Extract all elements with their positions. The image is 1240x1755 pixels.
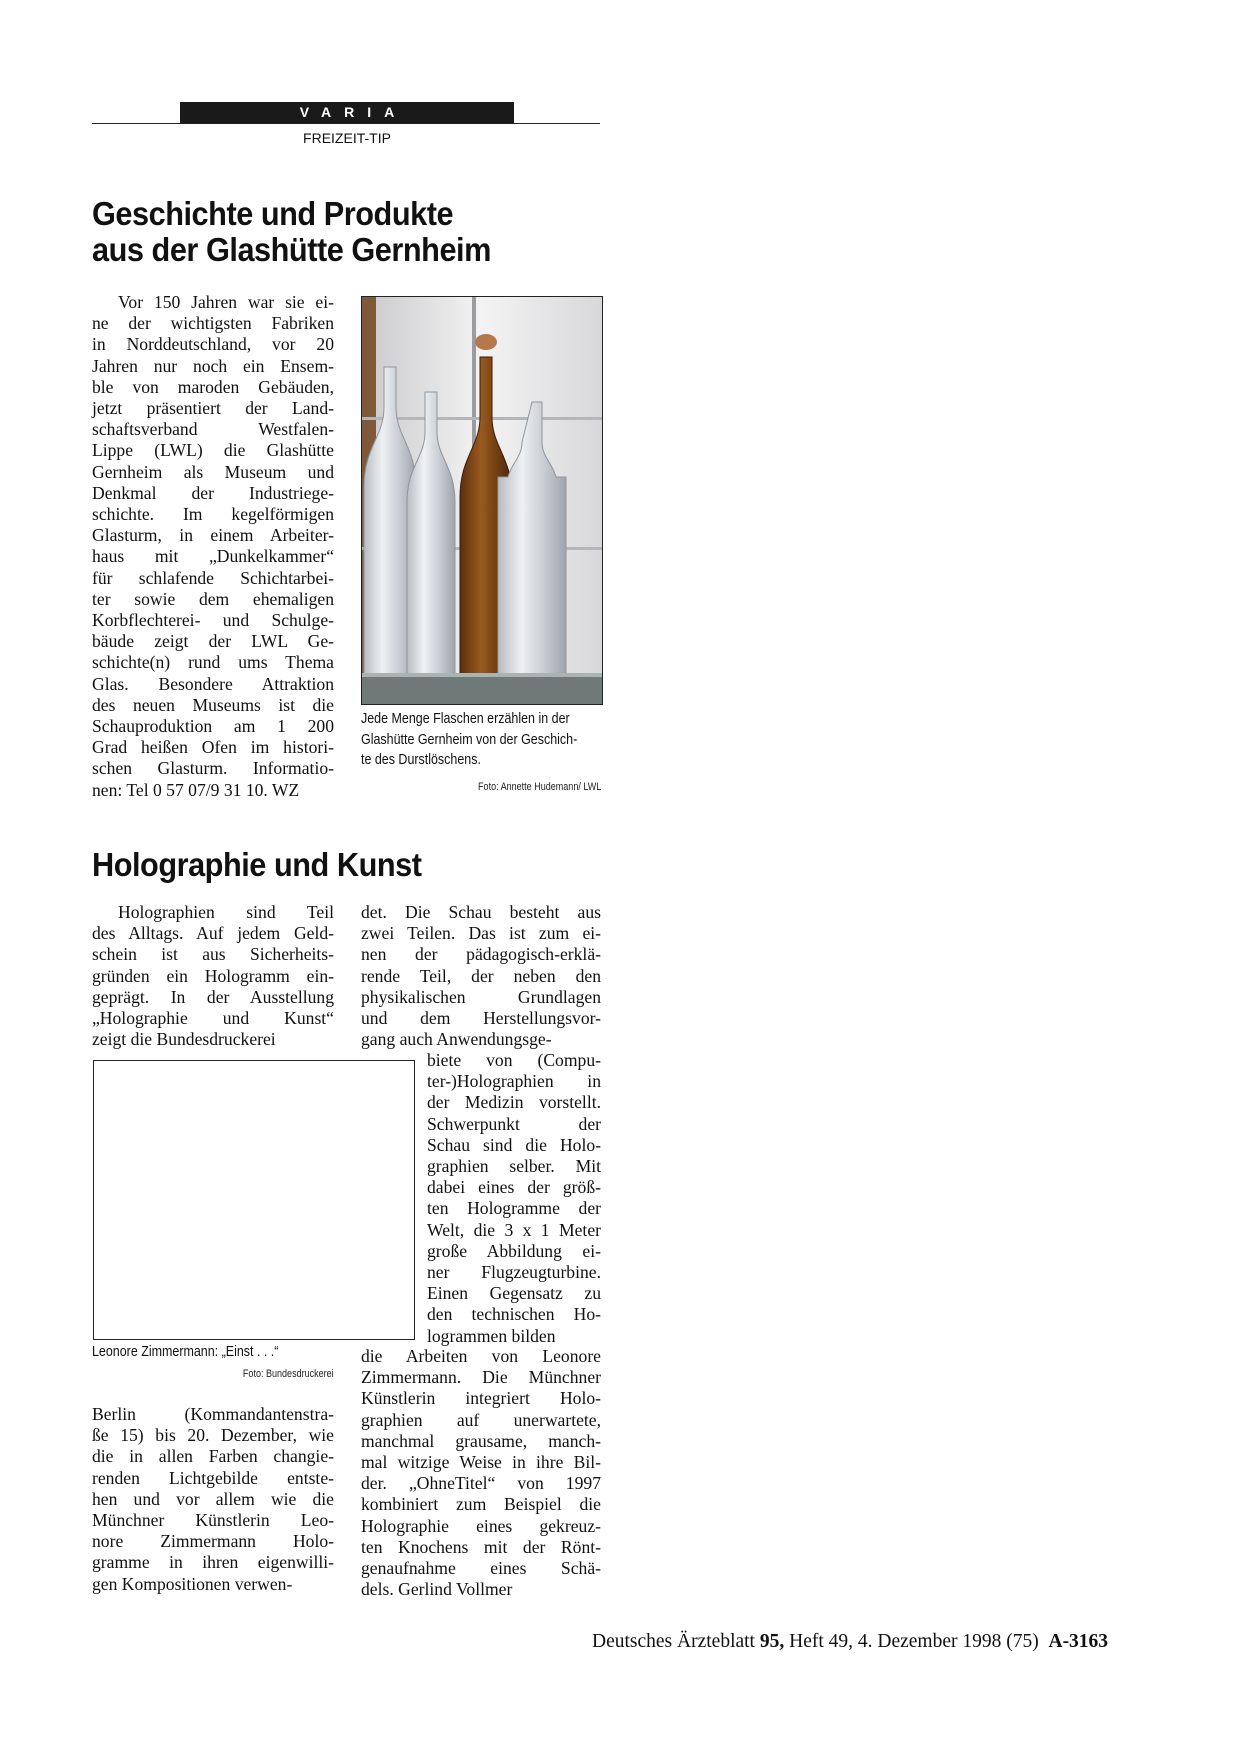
text-line: Denkmal der Industriege-	[92, 482, 334, 503]
text-line: den technischen Ho-	[427, 1304, 601, 1325]
article1-caption-line: Glashütte Gernheim von der Geschich-	[361, 731, 578, 748]
text-line: det. Die Schau besteht aus	[361, 902, 601, 922]
text-line: Schau sind die Holo-	[427, 1134, 601, 1155]
artwork-image-placeholder	[93, 1060, 415, 1340]
text-line: schen Glasturm. Informatio-	[92, 758, 334, 779]
text-line: gramme in ihren eigenwilli-	[92, 1552, 334, 1573]
text-line: nen: Tel 0 57 07/9 31 10. WZ	[92, 779, 300, 800]
text-line: jetzt präsentiert der Land-	[92, 398, 334, 419]
text-line: schein ist aus Sicherheits-	[92, 944, 334, 965]
text-line: physikalischen Grundlagen	[361, 986, 601, 1007]
bottles-photo	[361, 296, 603, 705]
text-line: zwei Teilen. Das ist zum ei-	[361, 923, 601, 944]
text-line: Glasturm, in einem Arbeiter-	[92, 525, 334, 546]
text-line: hen und vor allem wie die	[92, 1488, 334, 1509]
text-line: ble von maroden Gebäuden,	[92, 376, 334, 397]
text-line: dabei eines der größ-	[427, 1177, 601, 1198]
article2-photo-credit: Foto: Bundesdruckerei	[243, 1368, 334, 1380]
text-line: „Holographie und Kunst“	[92, 1008, 334, 1029]
text-line: der. „OhneTitel“ von 1997	[361, 1473, 601, 1494]
journal-name: Deutsches Ärzteblatt	[592, 1631, 755, 1652]
article1-body	[92, 292, 334, 801]
section-label: VARIA	[299, 104, 408, 120]
text-line: Grad heißen Ofen im histori-	[92, 737, 334, 758]
article1-headline	[92, 196, 576, 268]
text-line: geprägt. In der Ausstellung	[92, 986, 334, 1007]
text-line: gründen ein Hologramm ein-	[92, 965, 334, 986]
article1-photo-credit: Foto: Annette Hudemann/ LWL	[477, 781, 601, 793]
text-line: in Norddeutschland, vor 20	[92, 334, 334, 355]
article2-col1-bottom	[92, 1404, 334, 1595]
journal-volume: 95,	[759, 1631, 785, 1652]
text-line: Zimmermann. Die Münchner	[361, 1367, 601, 1388]
text-line: Schauproduktion am 1 200	[92, 716, 334, 737]
text-line: graphien selber. Mit	[427, 1156, 601, 1177]
text-line: Welt, die 3 x 1 Meter	[427, 1219, 601, 1240]
article1-caption-line: Jede Menge Flaschen erzählen in der	[361, 711, 570, 727]
text-line: ter-)Holographien in	[427, 1071, 601, 1092]
text-line: Vor 150 Jahren war sie ei-	[118, 292, 334, 312]
header-rule	[92, 123, 600, 124]
text-line: haus mit „Dunkelkammer“	[92, 546, 334, 567]
text-line: rende Teil, der neben den	[361, 965, 601, 986]
text-line: schichte(n) rund ums Thema	[92, 652, 334, 673]
text-line: Schwerpunkt der	[427, 1113, 601, 1134]
text-line: graphien auf unerwartete,	[361, 1409, 601, 1430]
text-line: schaftsverband Westfalen-	[92, 419, 334, 440]
article2-caption: Leonore Zimmermann: „Einst . . .“	[92, 1344, 279, 1360]
text-line: mal witzige Weise in ihre Bil-	[361, 1452, 601, 1473]
text-line: gen Kompositionen verwen-	[92, 1573, 293, 1594]
text-line: die in allen Farben changie-	[92, 1446, 334, 1467]
text-line: zeigt die Bundesdruckerei	[92, 1029, 276, 1050]
article2-col1-top	[92, 902, 334, 1050]
text-line: Einen Gegensatz zu	[427, 1283, 601, 1304]
text-line: nore Zimmermann Holo-	[92, 1531, 334, 1552]
text-line: dels. Gerlind Vollmer	[361, 1579, 513, 1600]
text-line: und dem Herstellungsvor-	[361, 1008, 601, 1029]
text-line: Holographien sind Teil	[118, 902, 334, 922]
text-line: Glas. Besondere Attraktion	[92, 673, 334, 694]
text-line: Jahren nur noch ein Ensem-	[92, 355, 334, 376]
text-line: des neuen Museums ist die	[92, 694, 334, 715]
text-line: Künstlerin integriert Holo-	[361, 1388, 601, 1409]
text-line: ße 15) bis 20. Dezember, wie	[92, 1425, 334, 1446]
text-line: Münchner Künstlerin Leo-	[92, 1510, 334, 1531]
article2-col2-narrow	[427, 1050, 601, 1347]
article2-col2-top	[361, 902, 601, 1050]
section-banner	[180, 102, 514, 123]
text-line: die Arbeiten von Leonore	[361, 1346, 601, 1366]
text-line: ten Knochens mit der Rönt-	[361, 1536, 601, 1557]
article1-headline-line2: aus der Glashütte Gernheim	[92, 231, 491, 268]
text-line: für schlafende Schichtarbei-	[92, 567, 334, 588]
text-line: biete von (Compu-	[427, 1050, 601, 1070]
article2-col2-bottom	[361, 1346, 601, 1600]
text-line: ter sowie dem ehemaligen	[92, 588, 334, 609]
text-line: Gernheim als Museum und	[92, 461, 334, 482]
text-line: nen der pädagogisch-erklä-	[361, 944, 601, 965]
text-line: kombiniert zum Beispiel die	[361, 1494, 601, 1515]
article2-headline: Holographie und Kunst	[92, 846, 422, 883]
article1-caption	[361, 709, 604, 771]
text-line: Holographie eines gekreuz-	[361, 1515, 601, 1536]
text-line: gang auch Anwendungsge-	[361, 1029, 552, 1050]
article1-caption-line: te des Durstlöschens.	[361, 752, 481, 768]
text-line: ner Flugzeugturbine.	[427, 1262, 601, 1283]
text-line: renden Lichtgebilde entste-	[92, 1467, 334, 1488]
text-line: des Alltags. Auf jedem Geld-	[92, 923, 334, 944]
text-line: große Abbildung ei-	[427, 1240, 601, 1261]
text-line: der Medizin vorstellt.	[427, 1092, 601, 1113]
text-line: manchmal grausame, manch-	[361, 1430, 601, 1451]
article1-headline-line1: Geschichte und Produkte	[92, 195, 454, 232]
page-footer	[592, 1631, 1108, 1653]
text-line: Korbflechterei- und Schulge-	[92, 610, 334, 631]
page-number: A-3163	[1048, 1631, 1109, 1652]
journal-issue: Heft 49, 4. Dezember 1998 (75)	[789, 1631, 1039, 1652]
text-line: ten Hologramme der	[427, 1198, 601, 1219]
text-line: ne der wichtigsten Fabriken	[92, 313, 334, 334]
text-line: genaufnahme eines Schä-	[361, 1558, 601, 1579]
text-line: logrammen bilden	[427, 1325, 556, 1346]
text-line: Lippe (LWL) die Glashütte	[92, 440, 334, 461]
subsection-label: FREIZEIT-TIP	[303, 130, 391, 146]
text-line: Berlin (Kommandantenstra-	[92, 1404, 334, 1424]
text-line: schichte. Im kegelförmigen	[92, 504, 334, 525]
text-line: bäude zeigt der LWL Ge-	[92, 631, 334, 652]
